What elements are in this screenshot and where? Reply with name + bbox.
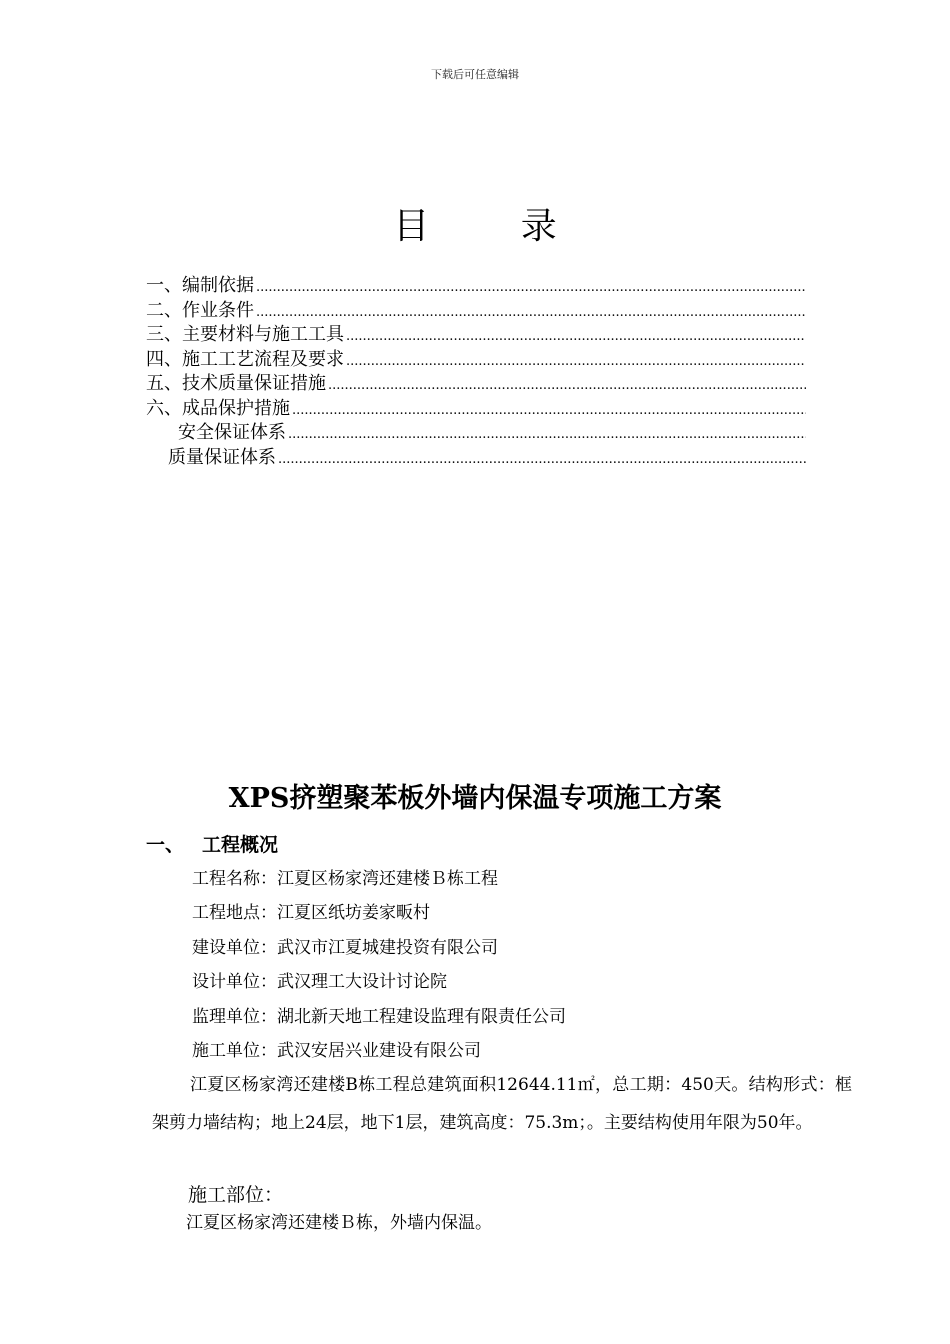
info-value: 武汉理工大设计讨论院 (277, 972, 447, 993)
info-row (192, 862, 566, 896)
info-label: 设计单位： (192, 972, 277, 993)
toc-title: 目 录 (393, 206, 597, 247)
toc-dot-leader (288, 423, 806, 448)
toc-entry[interactable] (146, 323, 806, 348)
info-label: 工程名称： (192, 869, 277, 889)
toc-entry-label: 六、成品保护措施 (146, 397, 290, 419)
toc-entry-label: 三、主要材料与施工工具 (146, 324, 344, 345)
toc-entry-label: 安全保证体系 (178, 422, 286, 443)
toc-entry[interactable] (146, 421, 806, 446)
project-info-list (192, 862, 566, 1068)
toc-dot-leader (292, 399, 806, 424)
info-label: 施工单位： (192, 1040, 277, 1061)
toc-entry[interactable] (146, 372, 806, 397)
toc-dot-leader (328, 374, 806, 399)
info-row (192, 896, 566, 930)
info-row (192, 965, 566, 999)
table-of-contents (146, 274, 806, 470)
toc-entry-label: 质量保证体系 (168, 446, 276, 468)
toc-entry[interactable] (146, 348, 806, 373)
toc-dot-leader (278, 448, 806, 473)
toc-dot-leader (256, 301, 806, 326)
info-label: 工程地点： (192, 903, 277, 924)
toc-dot-leader (346, 325, 806, 350)
toc-entry-label: 二、作业条件 (146, 299, 254, 321)
info-row (192, 1034, 566, 1068)
info-label: 建设单位： (192, 937, 277, 958)
section-heading (146, 830, 278, 857)
document-title: XPS挤塑聚苯板外墙内保温专项施工方案 (228, 783, 722, 814)
info-value: 江夏区杨家湾还建楼Ｂ栋工程 (277, 869, 498, 889)
toc-entry[interactable] (146, 274, 806, 299)
toc-entry-label: 一、编制依据 (146, 275, 254, 296)
info-value: 湖北新天地工程建设监理有限责任公司 (277, 1006, 566, 1027)
info-value: 武汉安居兴业建设有限公司 (277, 1040, 481, 1061)
toc-entry-label: 四、施工工艺流程及要求 (146, 348, 344, 370)
info-value: 武汉市江夏城建投资有限公司 (277, 937, 498, 958)
info-value: 江夏区纸坊姜家畈村 (277, 903, 430, 924)
toc-dot-leader (346, 350, 806, 375)
construction-site-value: 江夏区杨家湾还建楼Ｂ栋，外墙内保温。 (186, 1213, 492, 1233)
toc-entry[interactable] (146, 397, 806, 422)
info-label: 监理单位： (192, 1006, 277, 1027)
toc-entry-label: 五、技术质量保证措施 (146, 373, 326, 394)
section-heading-text: 工程概况 (202, 834, 279, 856)
construction-site-label: 施工部位： (188, 1184, 284, 1206)
section-number: 一、 (146, 834, 185, 856)
project-overview-paragraph: 江夏区杨家湾还建楼B栋工程总建筑面积12644.11㎡，总工期：450天。结构形式：框架剪力墙结构；地上24层，地下1层，建筑高度：75.3m；。主要结构使用年限为50年。 (152, 1075, 852, 1133)
header-note: 下载后可任意编辑 (431, 68, 519, 81)
info-row (192, 931, 566, 965)
toc-entry[interactable] (146, 299, 806, 324)
toc-entry[interactable] (146, 446, 806, 471)
toc-dot-leader (256, 276, 806, 301)
info-row (192, 1000, 566, 1034)
